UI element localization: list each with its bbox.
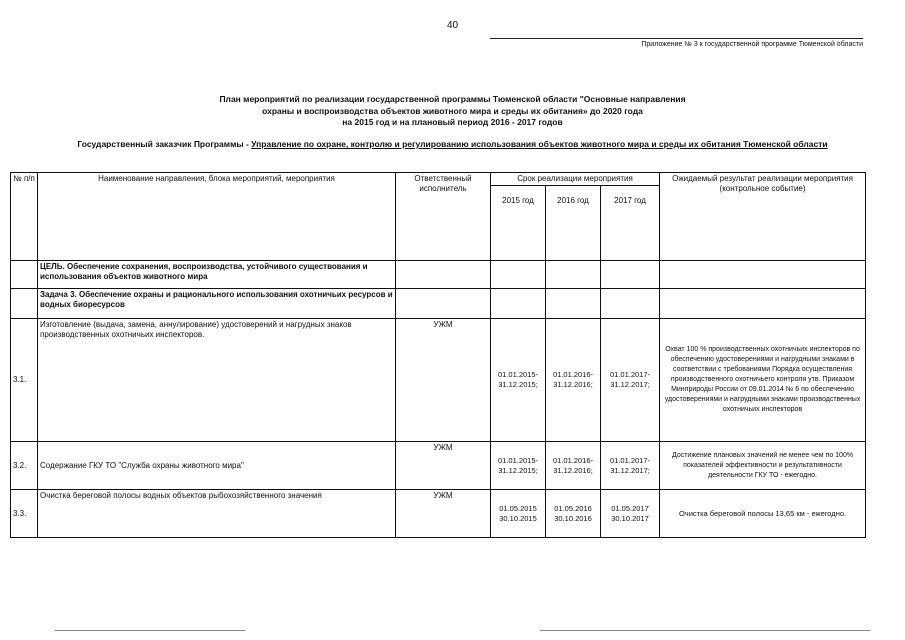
row-result: Очистка береговой полосы 13,65 км - ежегодно.: [660, 490, 866, 538]
program-customer: [40, 139, 865, 150]
table-row: [11, 319, 866, 442]
goal-num: [11, 261, 38, 289]
customer-agency: Управление по охране, контролю и регулированию использования объектов животного мира и среды их обитания Тюменской области: [251, 139, 828, 149]
page-number: 40: [446, 20, 459, 31]
task-executor: [396, 289, 491, 319]
goal-executor: [396, 261, 491, 289]
row-executor: УЖМ: [396, 442, 491, 490]
row-result: Охват 100 % производственных охотничьих инспекторов по обеспечению удостоверениями и нагрудными знаками в соответствии с требованиями Порядка осуществления производственного охотничьего контроля утв. Приказом Минприроды России от 09.01.2014 № 6 по обеспечению удостоверениями и нагрудными знаками производственных охотничьих инспекторов: [660, 319, 866, 442]
header-rule: [490, 38, 863, 39]
row-name: Изготовление (выдача, замена, аннулирование) удостоверений и нагрудных знаков производственных охотничьих инспекторов.: [38, 319, 396, 442]
row-date-2015: 01.01.2015-31.12.2015;: [491, 442, 546, 490]
row-num: 3.2.: [11, 442, 38, 490]
header-result: Ожидаемый результат реализации мероприятия (контрольное событие): [660, 173, 866, 261]
row-executor: УЖМ: [396, 319, 491, 442]
table-row: [11, 442, 866, 490]
row-date-2016: 01.01.2016-31.12.2016;: [546, 319, 601, 442]
row-date-2017: 01.01.2017-31.12.2017;: [601, 319, 660, 442]
task-result: [660, 289, 866, 319]
row-num: 3.3.: [11, 490, 38, 538]
row-date-2015: 01.01.2015-31.12.2015;: [491, 319, 546, 442]
row-num: 3.1.: [11, 319, 38, 442]
goal-2017: [601, 261, 660, 289]
task-2017: [601, 289, 660, 319]
header-2015: 2015 год: [491, 186, 546, 261]
row-date-2016: 01.01.2016-31.12.2016;: [546, 442, 601, 490]
title-line-3: на 2015 год и на плановый период 2016 - 2017 годов: [342, 117, 563, 127]
row-date-2017: 01.01.2017-31.12.2017;: [601, 442, 660, 490]
row-date-2015: 01.05.2015 30.10.2015: [491, 490, 546, 538]
goal-row: [11, 261, 866, 289]
title-line-2: охраны и воспроизводства объектов животного мира и среды их обитания» до 2020 года: [262, 105, 643, 116]
goal-text: ЦЕЛЬ. Обеспечение сохранения, воспроизводства, устойчивого существования и использования объектов животного мира: [38, 261, 396, 289]
header-num: № п/п: [11, 173, 38, 261]
row-name: Содержание ГКУ ТО "Служба охраны животного мира": [38, 442, 396, 490]
header-row: [11, 173, 866, 186]
task-2016: [546, 289, 601, 319]
measures-table: [10, 172, 866, 538]
customer-label: Государственный заказчик Программы -: [77, 139, 252, 149]
footer-rule-right: [540, 630, 870, 631]
document-title: [120, 94, 785, 129]
row-date-2016: 01.05.2016 30.10.2016: [546, 490, 601, 538]
goal-result: [660, 261, 866, 289]
header-2017: 2017 год: [601, 186, 660, 261]
row-result: Достижение плановых значений не менее чем по 100% показателей эффективности и результативности деятельности ГКУ ТО - ежегодно.: [660, 442, 866, 490]
header-2016: 2016 год: [546, 186, 601, 261]
row-date-2017: 01.05.2017 30.10.2017: [601, 490, 660, 538]
header-executor: Ответственный исполнитель: [396, 173, 491, 261]
title-line-1: План мероприятий по реализации государственной программы Тюменской области "Основные направления: [219, 94, 686, 104]
footer-rule-left: [55, 630, 245, 631]
row-executor: УЖМ: [396, 490, 491, 538]
goal-2016: [546, 261, 601, 289]
appendix-note: Приложение № 3 к государственной программе Тюменской области: [641, 41, 863, 48]
table-row: [11, 490, 866, 538]
header-period: Срок реализации мероприятия: [491, 173, 660, 186]
task-row: [11, 289, 866, 319]
task-num: [11, 289, 38, 319]
goal-2015: [491, 261, 546, 289]
row-name: Очистка береговой полосы водных объектов рыбохозяйственного значения: [38, 490, 396, 538]
header-name: Наименование направления, блока мероприятий, мероприятия: [38, 173, 396, 261]
task-2015: [491, 289, 546, 319]
task-text: Задача 3. Обеспечение охраны и рационального использования охотничьих ресурсов и водных биоресурсов: [38, 289, 396, 319]
